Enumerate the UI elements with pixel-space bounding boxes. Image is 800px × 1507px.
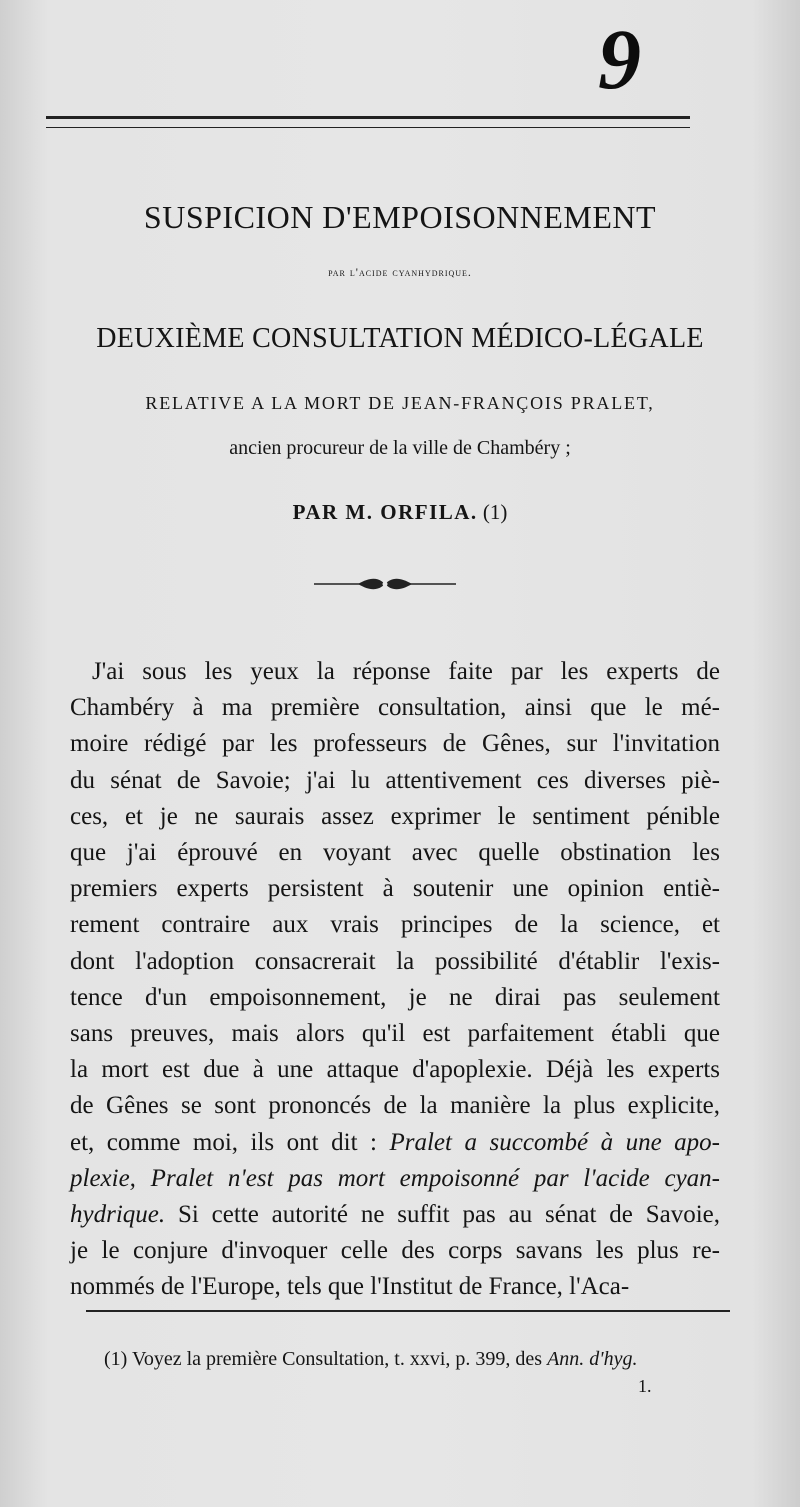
ornament-divider xyxy=(314,574,456,594)
footnote-journal: Ann. d'hyg. xyxy=(547,1348,638,1370)
main-title: SUSPICION D'EMPOISONNEMENT xyxy=(143,199,657,235)
body-line xyxy=(70,1197,720,1233)
quote-italic-1: Pralet a succombé à une apo- xyxy=(389,1128,721,1156)
body-line: moire rédigé par les professeurs de Gênes, sur l'invitation xyxy=(70,730,720,758)
header-double-rule xyxy=(46,116,690,128)
footnote-rule xyxy=(86,1310,730,1312)
body-line-16-rest: Si cette autorité ne suffit pas au sénat de Savoie, xyxy=(165,1201,720,1229)
body-line xyxy=(70,1161,720,1197)
page-number: 9 xyxy=(598,11,641,107)
byline xyxy=(0,497,800,527)
body-line: J'ai sous les yeux la réponse faite par les experts de xyxy=(92,658,720,685)
body-line: dont l'adoption consacrerait la possibilité d'établir l'exis- xyxy=(70,947,720,975)
body-line: rement contraire aux vrais principes de la science, et xyxy=(70,911,720,939)
body-line: du sénat de Savoie; j'ai lu attentivement ces diverses piè- xyxy=(70,766,720,794)
footnote-text: (1) Voyez la première Consultation, t. xxvi, p. 399, des xyxy=(104,1348,548,1370)
signature-mark: 1. xyxy=(638,1376,652,1396)
byline-author: PAR M. ORFILA. xyxy=(292,500,478,524)
main-title-subtitle: par l'acide cyanhydrique. xyxy=(328,265,472,279)
consultation-title: DEUXIÈME CONSULTATION MÉDICO-LÉGALE xyxy=(96,323,704,354)
body-paragraph xyxy=(70,654,720,1306)
body-line: tence d'un empoisonnement, je ne dirai pas seulement xyxy=(70,983,720,1011)
byline-footnote-ref: (1) xyxy=(477,500,508,524)
body-line: de Gênes se sont prononcés de la manière la plus explicite, xyxy=(70,1092,720,1120)
body-line: sans preuves, mais alors qu'il est parfaitement établi que xyxy=(70,1020,720,1048)
body-line: la mort est due à une attaque d'apoplexie. Déjà les experts xyxy=(70,1056,720,1084)
body-line xyxy=(70,1125,720,1161)
body-line-14-prefix: et, comme moi, ils ont dit : xyxy=(70,1128,390,1156)
body-line: nommés de l'Europe, tels que l'Institut de France, l'Aca- xyxy=(70,1273,630,1301)
body-line: ces, et je ne saurais assez exprimer le sentiment pénible xyxy=(70,802,720,830)
body-line: premiers experts persistent à soutenir une opinion entiè- xyxy=(70,875,720,903)
relative-line: RELATIVE A LA MORT DE JEAN-FRANÇOIS PRALET, xyxy=(145,393,655,413)
body-line: Chambéry à ma première consultation, ainsi que le mé- xyxy=(70,694,720,722)
quote-italic-3: hydrique. xyxy=(70,1201,166,1229)
quote-italic-2: plexie, Pralet n'est pas mort empoisonné par l'acide cyan- xyxy=(70,1164,720,1192)
ancien-line: ancien procureur de la ville de Chambéry ; xyxy=(229,437,571,459)
body-line: je le conjure d'invoquer celle des corps savans les plus re- xyxy=(70,1237,720,1265)
footnote xyxy=(104,1345,734,1373)
body-line: que j'ai éprouvé en voyant avec quelle obstination les xyxy=(70,839,720,867)
